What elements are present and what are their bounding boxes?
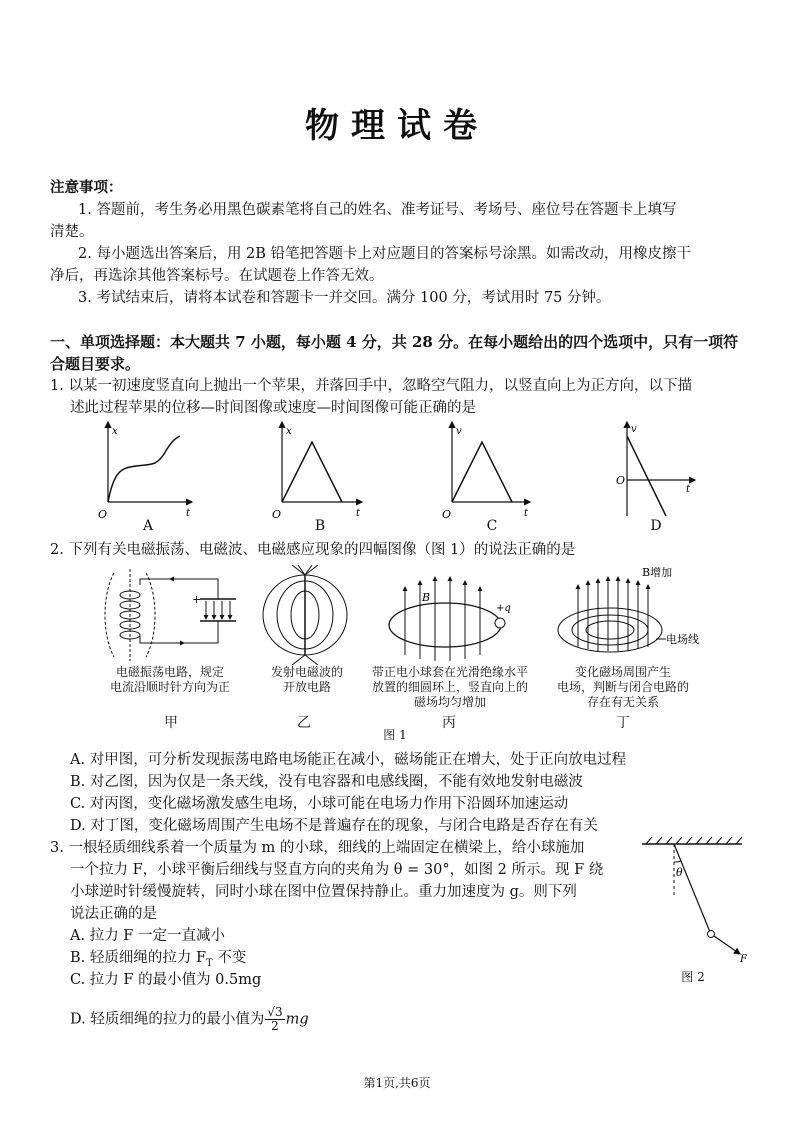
question-3-option-d: D. 轻质细绳的拉力的最小值为 $\frac{√3}{2}$ mg bbox=[70, 1005, 309, 1033]
panel-jia-caption: 电磁振荡电路，规定 电流沿顺时针方向为正 bbox=[109, 665, 230, 694]
graph-d-y-label: v bbox=[631, 424, 637, 435]
graph-d bbox=[616, 422, 695, 516]
graph-c-letter: C bbox=[486, 518, 498, 534]
question-2-option-a: A. 对甲图，可分析发现振荡电路电场能正在减小，磁场能正在增大，处于正向放电过程 bbox=[70, 752, 627, 768]
panel-yi-name: 乙 bbox=[297, 715, 311, 731]
question-1-stem: 1. 以某一初速度竖直向上抛出一个苹果，并落回手中，忽略空气阻力，以竖直向上为正方向，以下描 bbox=[50, 378, 692, 394]
figure-2-caption: 图 2 bbox=[681, 970, 705, 984]
question-3-stem: 3. 一根轻质细线系着一个质量为 m 的小球，细线的上端固定在横梁上，给小球施加 bbox=[50, 840, 585, 856]
question-3-stem-2: 一个拉力 F，小球平衡后细线与竖直方向的夹角为 θ = 30°，如图 2 所示。现 F 绕 bbox=[70, 862, 604, 878]
graph-c-origin: O bbox=[442, 508, 452, 521]
notice-item-2-cont: 净后，再选涂其他答案标号。在试题卷上作答无效。 bbox=[50, 268, 384, 284]
graph-d-letter: D bbox=[650, 518, 662, 534]
panel-bing-b-label: B bbox=[422, 591, 431, 604]
panel-bing-name: 丙 bbox=[442, 715, 456, 731]
panel-ding-drawing bbox=[558, 565, 699, 652]
graph-a-x-label: t bbox=[186, 508, 191, 519]
graph-a-y-label: x bbox=[112, 426, 118, 437]
graph-b-origin: O bbox=[272, 508, 282, 521]
graph-a-origin: O bbox=[98, 508, 108, 521]
question-3-stem-3: 小球逆时针缓慢旋转，同时小球在图中位置保持静止。重力加速度为 g。则下列 bbox=[70, 884, 577, 900]
page-footer: 第1页,共6页 bbox=[363, 1076, 431, 1090]
angle-theta-label: θ bbox=[676, 866, 683, 879]
notice-item-2: 2. 每小题选出答案后，用 2B 铅笔把答题卡上对应题目的答案标号涂黑。如需改动，用橡皮擦干 bbox=[78, 246, 692, 262]
graph-d-origin: O bbox=[616, 474, 626, 487]
section-heading-cont: 合题目要求。 bbox=[50, 355, 141, 373]
sqrt3-over-2-fraction: $\frac{√3}{2}$ bbox=[267, 1005, 283, 1033]
graph-d-curve bbox=[627, 436, 666, 516]
panel-ding-name: 丁 bbox=[616, 715, 630, 731]
graph-c-x-label: t bbox=[524, 508, 529, 519]
section-heading: 一、单项选择题：本大题共 7 小题，每小题 4 分，共 28 分。在每小题给出的四个选项中，只有一项符 bbox=[50, 333, 739, 351]
panel-bing-caption: 带正电小球套在光滑绝缘水平 放置的细圆环上，竖直向上的 磁场均匀增加 bbox=[371, 665, 528, 709]
question-3-option-a: A. 拉力 F 一定一直减小 bbox=[70, 928, 225, 944]
notice-item-3: 3. 考试结束后，请将本试卷和答题卡一并交回。满分 100 分，考试用时 75 分钟。 bbox=[78, 290, 611, 306]
graph-c-y-label: v bbox=[456, 426, 462, 437]
panel-ding-b-label: B增加 bbox=[642, 566, 673, 579]
question-2-option-d: D. 对丁图，变化磁场周围产生电场不是普遍存在的现象，与闭合电路是否存在有关 bbox=[70, 818, 598, 834]
question-3-stem-4: 说法正确的是 bbox=[70, 906, 157, 922]
graph-b-x-label: t bbox=[356, 508, 361, 519]
panel-yi-caption: 发射电磁波的 开放电路 bbox=[270, 665, 343, 694]
figure-1-caption: 图 1 bbox=[383, 728, 407, 742]
panel-bing-drawing bbox=[389, 577, 511, 661]
tension-subscript: T bbox=[206, 957, 213, 969]
graph-b-y-label: x bbox=[286, 426, 292, 437]
graph-b bbox=[272, 422, 362, 521]
notice-item-1-cont: 清楚。 bbox=[50, 224, 94, 240]
page-title: 物理试卷 bbox=[305, 106, 489, 146]
panel-jia-name: 甲 bbox=[164, 715, 178, 731]
question-2-stem: 2. 下列有关电磁振荡、电磁波、电磁感应现象的四幅图像（图 1）的说法正确的是 bbox=[50, 542, 576, 558]
capacitor-plus-sign: + bbox=[192, 593, 202, 606]
question-2-figure bbox=[100, 565, 710, 665]
graph-c bbox=[442, 422, 530, 521]
notice-heading: 注意事项： bbox=[50, 179, 123, 196]
graph-a bbox=[98, 422, 192, 521]
panel-bing-charge-label: +q bbox=[496, 603, 511, 614]
question-3-option-b: B. 轻质细绳的拉力 $F_T$ 不变 bbox=[70, 950, 247, 969]
force-f-label: F bbox=[740, 954, 747, 965]
question-1-graphs bbox=[90, 420, 710, 538]
figure-2-pendulum bbox=[636, 836, 756, 966]
notice-item-1: 1. 答题前，考生务必用黑色碳素笔将自己的姓名、准考证号、考场号、座位号在答题卡上填写 bbox=[78, 202, 677, 218]
question-3-option-c: C. 拉力 F 的最小值为 0.5mg bbox=[70, 972, 262, 988]
panel-jia-drawing bbox=[105, 569, 236, 661]
graph-c-curve bbox=[452, 442, 512, 502]
graph-b-curve bbox=[282, 442, 342, 502]
panel-ding-efield-label: 电场线 bbox=[666, 633, 699, 646]
question-2-option-b: B. 对乙图，因为仅是一条天线，没有电容器和电感线圈，不能有效地发射电磁波 bbox=[70, 774, 583, 790]
graph-a-curve bbox=[108, 436, 180, 502]
graph-b-letter: B bbox=[314, 518, 326, 534]
question-2-option-c: C. 对丙图，变化磁场激发感生电场，小球可能在电场力作用下沿圆环加速运动 bbox=[70, 796, 569, 812]
question-1-stem-cont: 述此过程苹果的位移—时间图像或速度—时间图像可能正确的是 bbox=[70, 400, 476, 416]
panel-yi-drawing bbox=[263, 565, 347, 665]
graph-a-letter: A bbox=[142, 518, 154, 534]
graph-d-x-label: t bbox=[686, 484, 691, 495]
panel-ding-caption: 变化磁场周围产生 电场，判断与闭合电路的 存在有无关系 bbox=[556, 665, 689, 709]
